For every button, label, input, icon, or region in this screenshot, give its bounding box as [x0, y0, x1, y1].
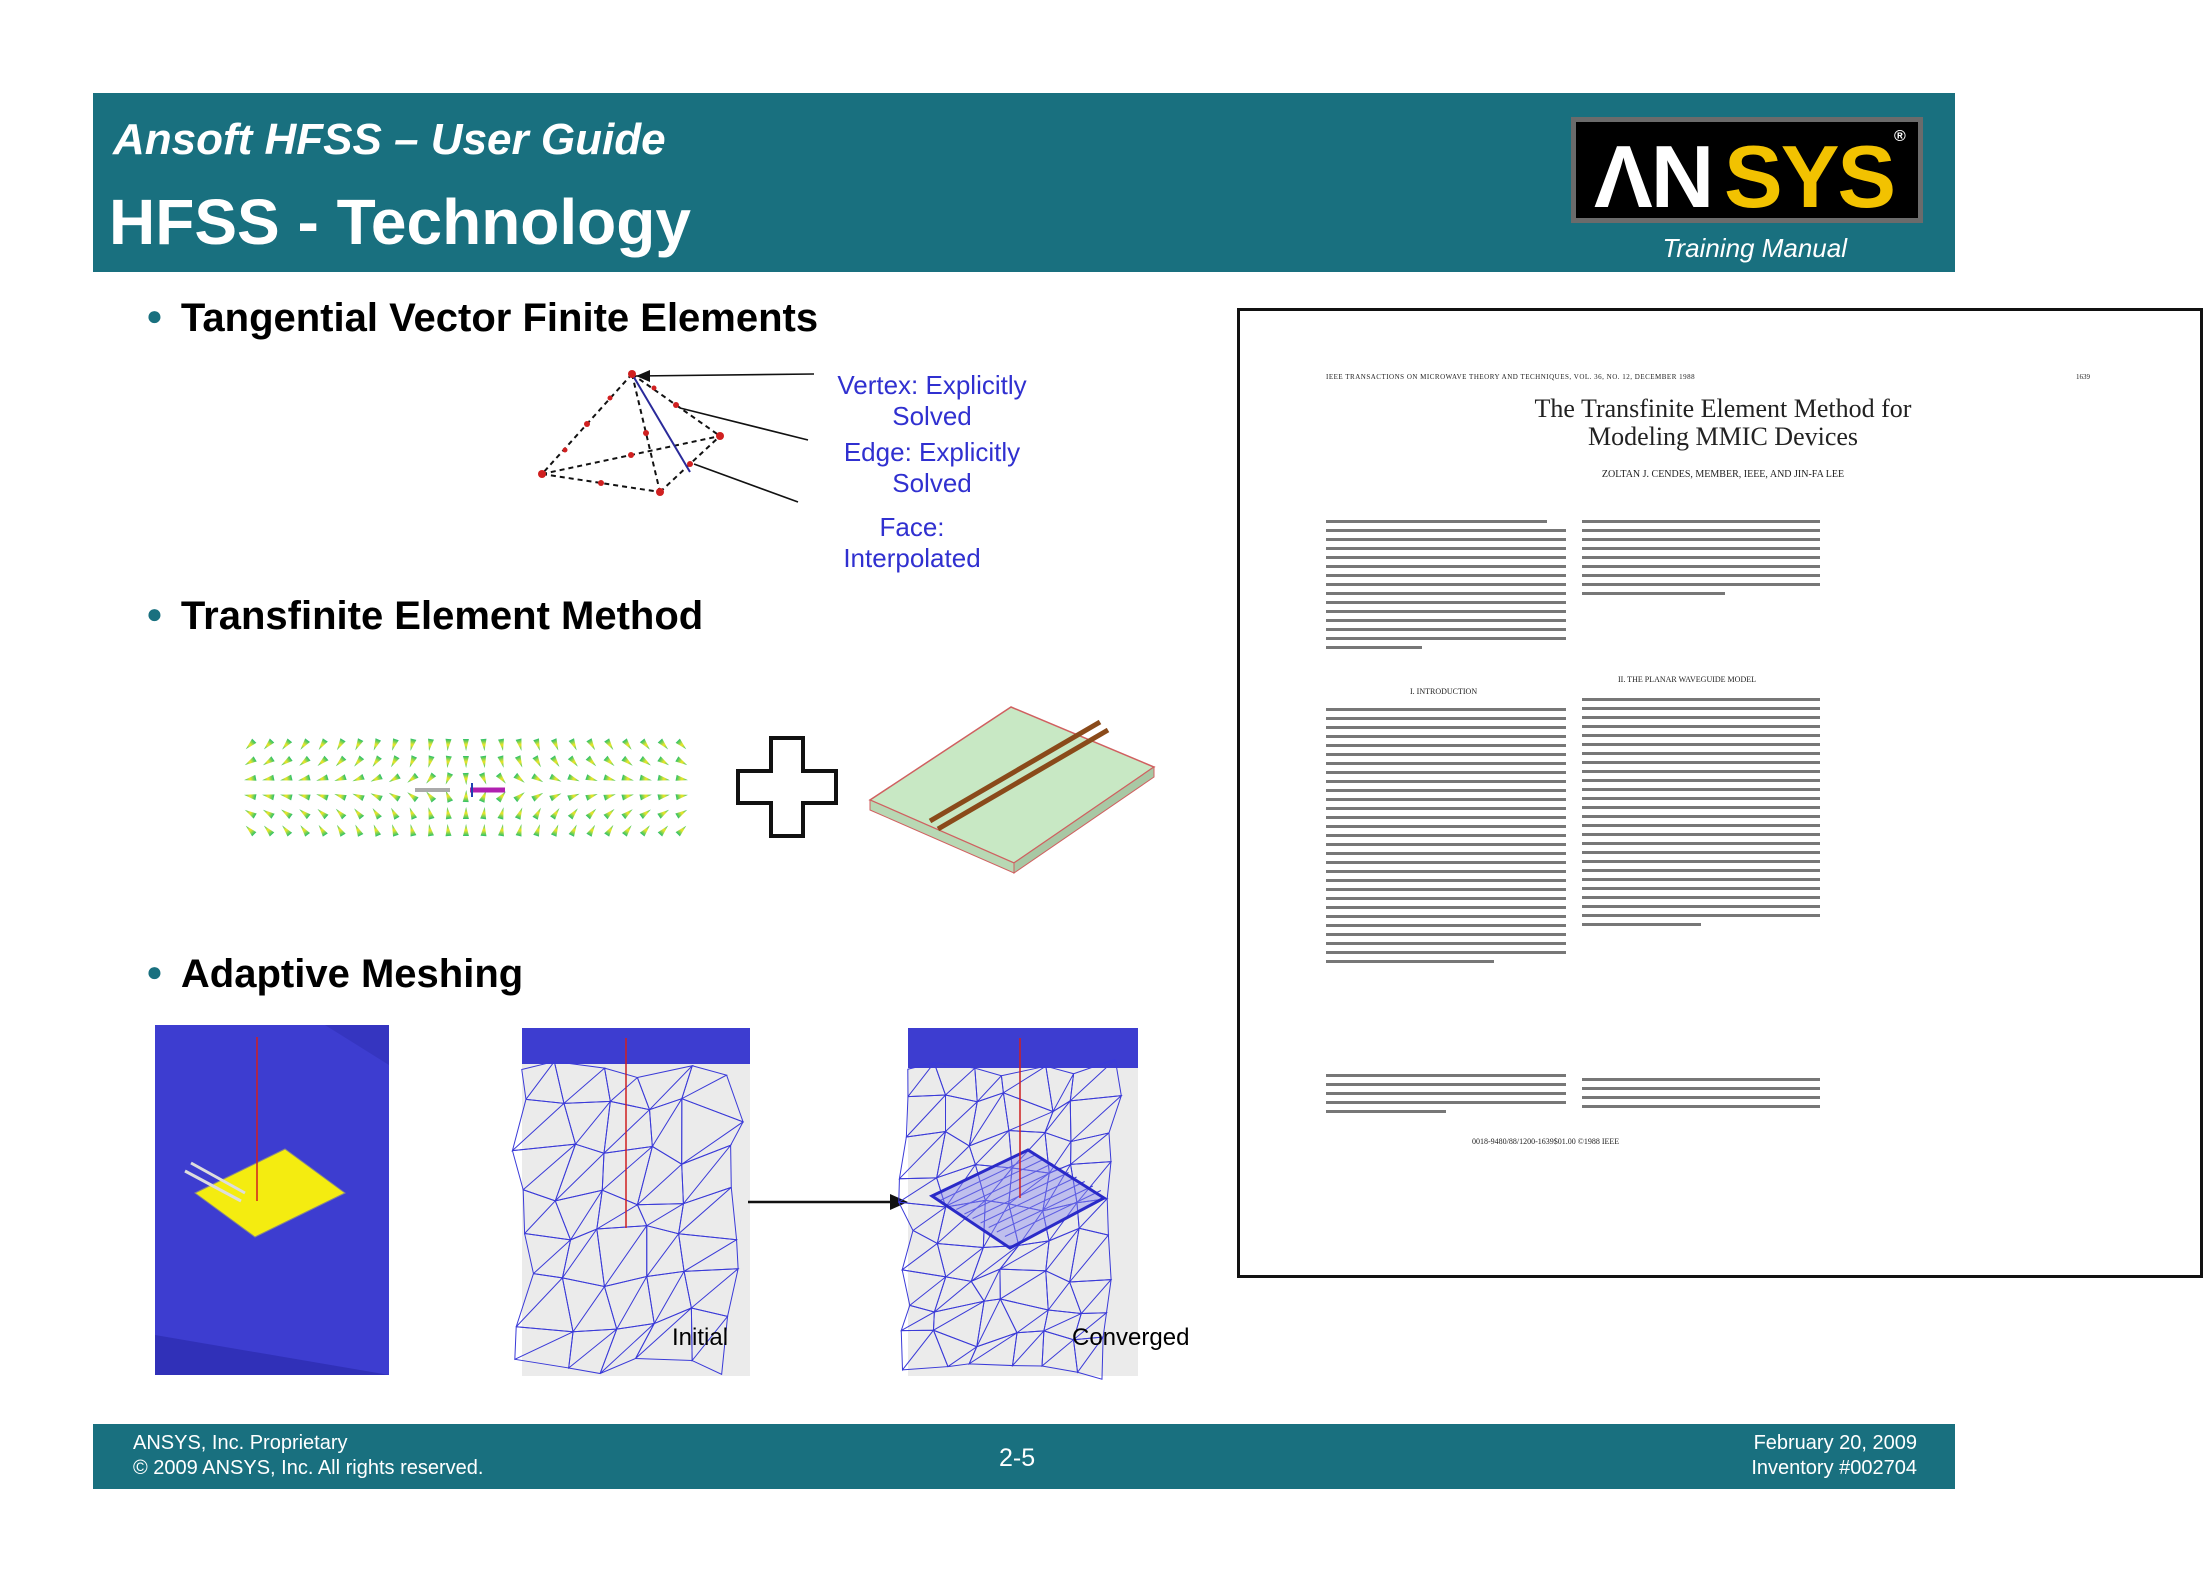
slide-title: HFSS - Technology [109, 186, 691, 258]
bullet-tvfe-label: Tangential Vector Finite Elements [180, 296, 819, 340]
plus-icon [735, 735, 840, 840]
paper-footnote [1326, 1071, 1566, 1119]
bullet-tem [146, 594, 703, 639]
paper-authors: ZOLTAN J. CENDES, MEMBER, IEEE, AND JIN-FA LEE [1601, 469, 1845, 480]
footer-copyright: © 2009 ANSYS, Inc. All rights reserved. [133, 1457, 484, 1479]
paper-where-text [1582, 1075, 1820, 1114]
bullet-meshing-label: Adaptive Meshing [180, 952, 524, 996]
footer-proprietary: ANSYS, Inc. Proprietary [133, 1432, 348, 1454]
registered-mark: ® [1894, 128, 1904, 145]
bullet-dot-icon: ● [146, 300, 163, 331]
ansys-logo-wordmark: ΛN [1594, 127, 1713, 226]
training-manual-label: Training Manual [1662, 233, 1847, 263]
ieee-paper-excerpt [1237, 308, 2203, 1278]
bullet-meshing [146, 952, 523, 997]
tetrahedron-diagram [530, 352, 820, 512]
edge-label: Edge: Explicitly Solved [843, 437, 1021, 498]
paper-intro-body [1326, 705, 1566, 969]
paper-copyright: 0018-9480/88/1200-1639$01.00 ©1988 IEEE [1472, 1137, 1620, 1146]
paper-right-intro [1582, 517, 1820, 601]
bullet-tem-label: Transfinite Element Method [180, 594, 704, 638]
mesh-arrow-icon [748, 1190, 910, 1214]
converged-caption: Converged [1072, 1324, 1190, 1351]
initial-caption: Initial [672, 1324, 729, 1351]
paper-journal-line: IEEE TRANSACTIONS ON MICROWAVE THEORY AND TECHNIQUES, VOL. 36, NO. 12, DECEMBER 1988 [1326, 373, 1696, 381]
bullet-dot-icon: ● [146, 956, 163, 987]
footer-page-number: 2-5 [999, 1444, 1036, 1472]
header-banner [93, 93, 1955, 272]
bullet-dot-icon: ● [146, 598, 163, 629]
guide-subtitle: Ansoft HFSS – User Guide [113, 115, 666, 164]
planar-device-model [868, 705, 1158, 875]
paper-model-body [1582, 695, 1820, 932]
vertex-label: Vertex: Explicitly Solved [837, 370, 1027, 431]
patch-antenna-model [155, 1025, 389, 1375]
ansys-logo [1571, 117, 1923, 226]
ansys-logo-wordmark-yellow: SYS [1724, 127, 1895, 226]
footer-bar [93, 1424, 1955, 1489]
paper-page-number: 1639 [2076, 373, 2090, 381]
footer-date: February 20, 2009 [1753, 1432, 1917, 1454]
paper-section-intro: I. INTRODUCTION [1410, 687, 1478, 696]
paper-title: The Transfinite Element Method for Modeling MMIC Devices [1534, 394, 1912, 451]
face-label: Face: Interpolated [843, 512, 981, 573]
paper-section-model: II. THE PLANAR WAVEGUIDE MODEL [1618, 675, 1756, 684]
footer-inventory: Inventory #002704 [1751, 1457, 1917, 1479]
bullet-tvfe [146, 296, 818, 341]
vector-field-plot [240, 735, 695, 845]
paper-abstract [1326, 517, 1566, 655]
